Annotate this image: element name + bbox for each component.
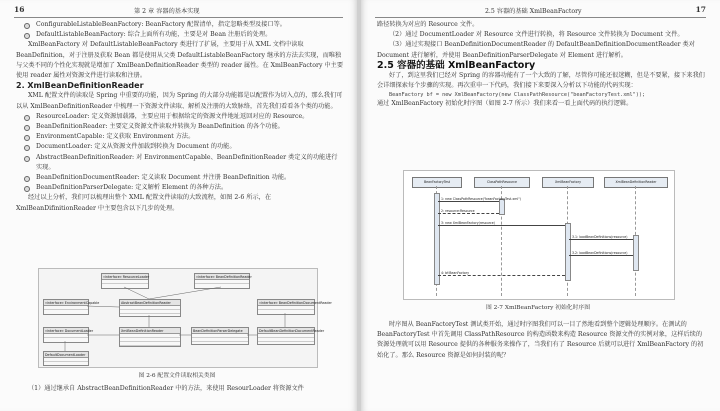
right-page [361, 0, 720, 411]
right-page-number: 17 [695, 5, 706, 14]
left-header-title: 第 2 章 容器的基本实现 [134, 8, 200, 15]
section-heading-xmlbeanfactory: 2.5 容器的基础 XmlBeanFactory [377, 59, 536, 71]
class-box-environmentcapable: «interface» EnvironmentCapable [43, 299, 89, 315]
class-diagram-connectors [39, 269, 317, 367]
right-figure-caption: 图 2-7 XmlBeanFactory 初始化时序图 [486, 305, 590, 311]
left-page [0, 0, 357, 411]
class-box-defaultdocumentloader: DefaultDocumentLoader [43, 351, 89, 366]
paragraph-step-1-continued: 路径转换为对应的 Resource 文件。 [377, 21, 479, 28]
participant-beanfactorytest: BeanFactoryTest [412, 177, 462, 188]
section-heading-reader: 2. XmlBeanDefinitionReader [16, 81, 144, 91]
bullet-documentreader: BeanDefinitionDocumentReader: 定义读取 Document 并注册 BeanDefinition 功能。 [16, 173, 343, 183]
left-page-body [16, 20, 343, 214]
paragraph-sequence-explanation: 时序图从 BeanFactoryTest 测试类开始，通过时序图我们可以一目了然地看到整个逻辑处理顺序。在测试的 BeanFactoryTest 中首先调用 ClassPathResource 的构造函数来构造 Resource 资源文件的实例对象，这样后续的资源处理就可以用 Resource 提供的各种服务来操作了，当我们有了 Resource 后就可以进行 XmlBeanFactory 的初始化了。那么 Resource 资源是如何封装的呢？ [377, 321, 704, 359]
message-3-2: 3.2: loadBeanDefinitions(resource) [569, 255, 633, 256]
code-example: BeanFactory bf = new XmlBeanFactory(new ClassPathResource("beanFactoryTest.xml")); [389, 92, 646, 99]
bullet-abstractreader: AbstractBeanDefinitionReader: 对 EnvironmentCapable、BeanDefinitionReader 类定义的功能进行实现。 [16, 153, 343, 173]
message-4: 4: bf:BeanFactory [438, 275, 565, 276]
paragraph-step-1: （1）通过继承自 AbstractBeanDefinitionReader 中的方法，来使用 ResourLoader 将资源文件 [28, 385, 304, 392]
activation-classpathresource [499, 199, 505, 215]
left-page-footer-text [16, 384, 343, 394]
bullet-documentloader: DocumentLoader: 定义从资源文件加载到转换为 Document 的功能。 [16, 142, 343, 152]
participant-xmlbeanfactory: XmlBeanFactory [542, 177, 594, 188]
bullet-beandefinitionreader: BeanDefinitionReader: 主要定义资源文件读取并转换为 BeanDefinition 的各个功能。 [16, 122, 343, 132]
participant-classpathresource: ClassPathResource [474, 177, 530, 188]
paragraph-flow-summary: 经过以上分析，我们可以梳理出整个 XML 配置文件读取的大致流程，如图 2-6 所示，在 XmlBeanDifinitionReader 中主要包含以下几步的处理。 [16, 194, 272, 212]
message-3: 3: new XmlBeanFactory(resource) [438, 225, 565, 226]
left-page-header [14, 5, 343, 18]
class-box-defaultdocumentreader: DefaultBeanDefinitionDocumentReader [257, 327, 315, 345]
right-page-header [375, 5, 706, 18]
paragraph-overview: 好了，到这里我们已经对 Spring 的容器功能有了一个大致的了解，尽管你可能还很迷糊，但是不要紧，接下来我们会详细探索每个步骤的实现。再次重申一下代码，我们接下来要深入分析以下功能的代码实现： [377, 72, 705, 90]
left-figure-caption: 图 2-6 配置文件读取相关类图 [138, 373, 216, 379]
bullet-environmentcapable: EnvironmentCapable: 定义获取 Environment 方法。 [16, 132, 343, 142]
paragraph-sequence-intro: 通过 XmlBeanFactory 初始化时序图（如图 2-7 所示）我们来看一看上面代码的执行逻辑。 [377, 100, 633, 108]
class-box-parserdelegate: BeanDefinitionParserDelegate [191, 327, 249, 345]
left-page-number: 16 [14, 5, 25, 14]
class-box-xmlreader: XmlBeanDefinitionReader [119, 327, 181, 347]
class-diagram-figure [38, 268, 332, 368]
paragraph-xmlbeanfactory: XmlBeanFactory 对 DefaultListableBeanFactory 类进行了扩展，主要用于从 XML 文档中读取 BeanDefinition，对于注册及获取 Bean 都是使用从父类 DefaultListableBeanFactory 继承的方法去实现，而唯独与父类不同的个性化实现就是增加了 XmlBeanDefinitionReader 类型的 reader 属性。在 XmlBeanFactory 中主要使用 reader 属性对资源文件进行读取和注册。 [16, 41, 344, 80]
class-box-resourceloader: «interface» ResourceLoader [101, 273, 149, 289]
activation-xmlreader [633, 235, 639, 271]
class-box-documentreader-interface: «interface» BeanDefinitionDocumentReader [257, 299, 315, 315]
paragraph-step-3: （3）通过实现接口 BeanDefinitionDocumentReader 的 DefaultBeanDefinitionDocumentReader 类对 Document 进行解析，并使用 BeanDefinitionParserDelegate 对 Element 进行解析。 [377, 41, 695, 59]
right-header-title: 2.5 容器的基础 XmlBeanFactory [485, 8, 582, 15]
right-page-body [377, 20, 706, 110]
class-box-beandefinitionreader: «interface» BeanDefinitionReader [194, 273, 250, 289]
bullet-parserdelegate: BeanDefinitionParserDelegate: 定义解析 Element 的各种方法。 [16, 183, 343, 193]
right-page-lower-body [377, 320, 706, 361]
bullet-resourceloader: ResourceLoader: 定义资源加载器，主要应用于根据给定的资源文件地址返回对应的 Resource。 [16, 112, 343, 122]
paragraph-reader-intro: XML 配置文件的读取是 Spring 中重要的功能，因为 Spring 的大部分功能都是以配置作为切入点的，那么我们可以从 XmlBeanDefinitionReader 中梳理一下资源文件读取、解析及注册的大致脉络，首先我们看看各个类的功能。 [16, 92, 343, 110]
class-box-documentloader: «interface» DocumentLoader [43, 327, 89, 343]
paragraph-step-2: （2）通过 DocumentLoader 对 Resource 文件进行转换，将 Resource 文件转换为 Document 文件。 [389, 31, 684, 39]
message-2: 2: resource:Resource [438, 213, 499, 214]
bullet-configurable: ConfigurableListableBeanFactory: BeanFactory 配置清单，指定忽略类型及接口等。 [16, 20, 343, 30]
activation-beanfactorytest [434, 193, 440, 285]
activation-xmlbeanfactory [565, 223, 571, 281]
class-box-abstractreader: AbstractBeanDefinitionReader [119, 299, 181, 317]
sequence-diagram-figure [403, 170, 675, 300]
bullet-default-listable: DefaultListableBeanFactory: 综合上面所有功能，主要是对 Bean 注册后的处理。 [16, 30, 343, 40]
message-1: 1: new ClassPathResource("beanFactoryTest.xml") [438, 201, 499, 202]
message-3-1: 3.1: loadBeanDefinitions(resource) [569, 239, 633, 240]
participant-xmlreader: XmlBeanDefinitionReader [604, 177, 668, 188]
